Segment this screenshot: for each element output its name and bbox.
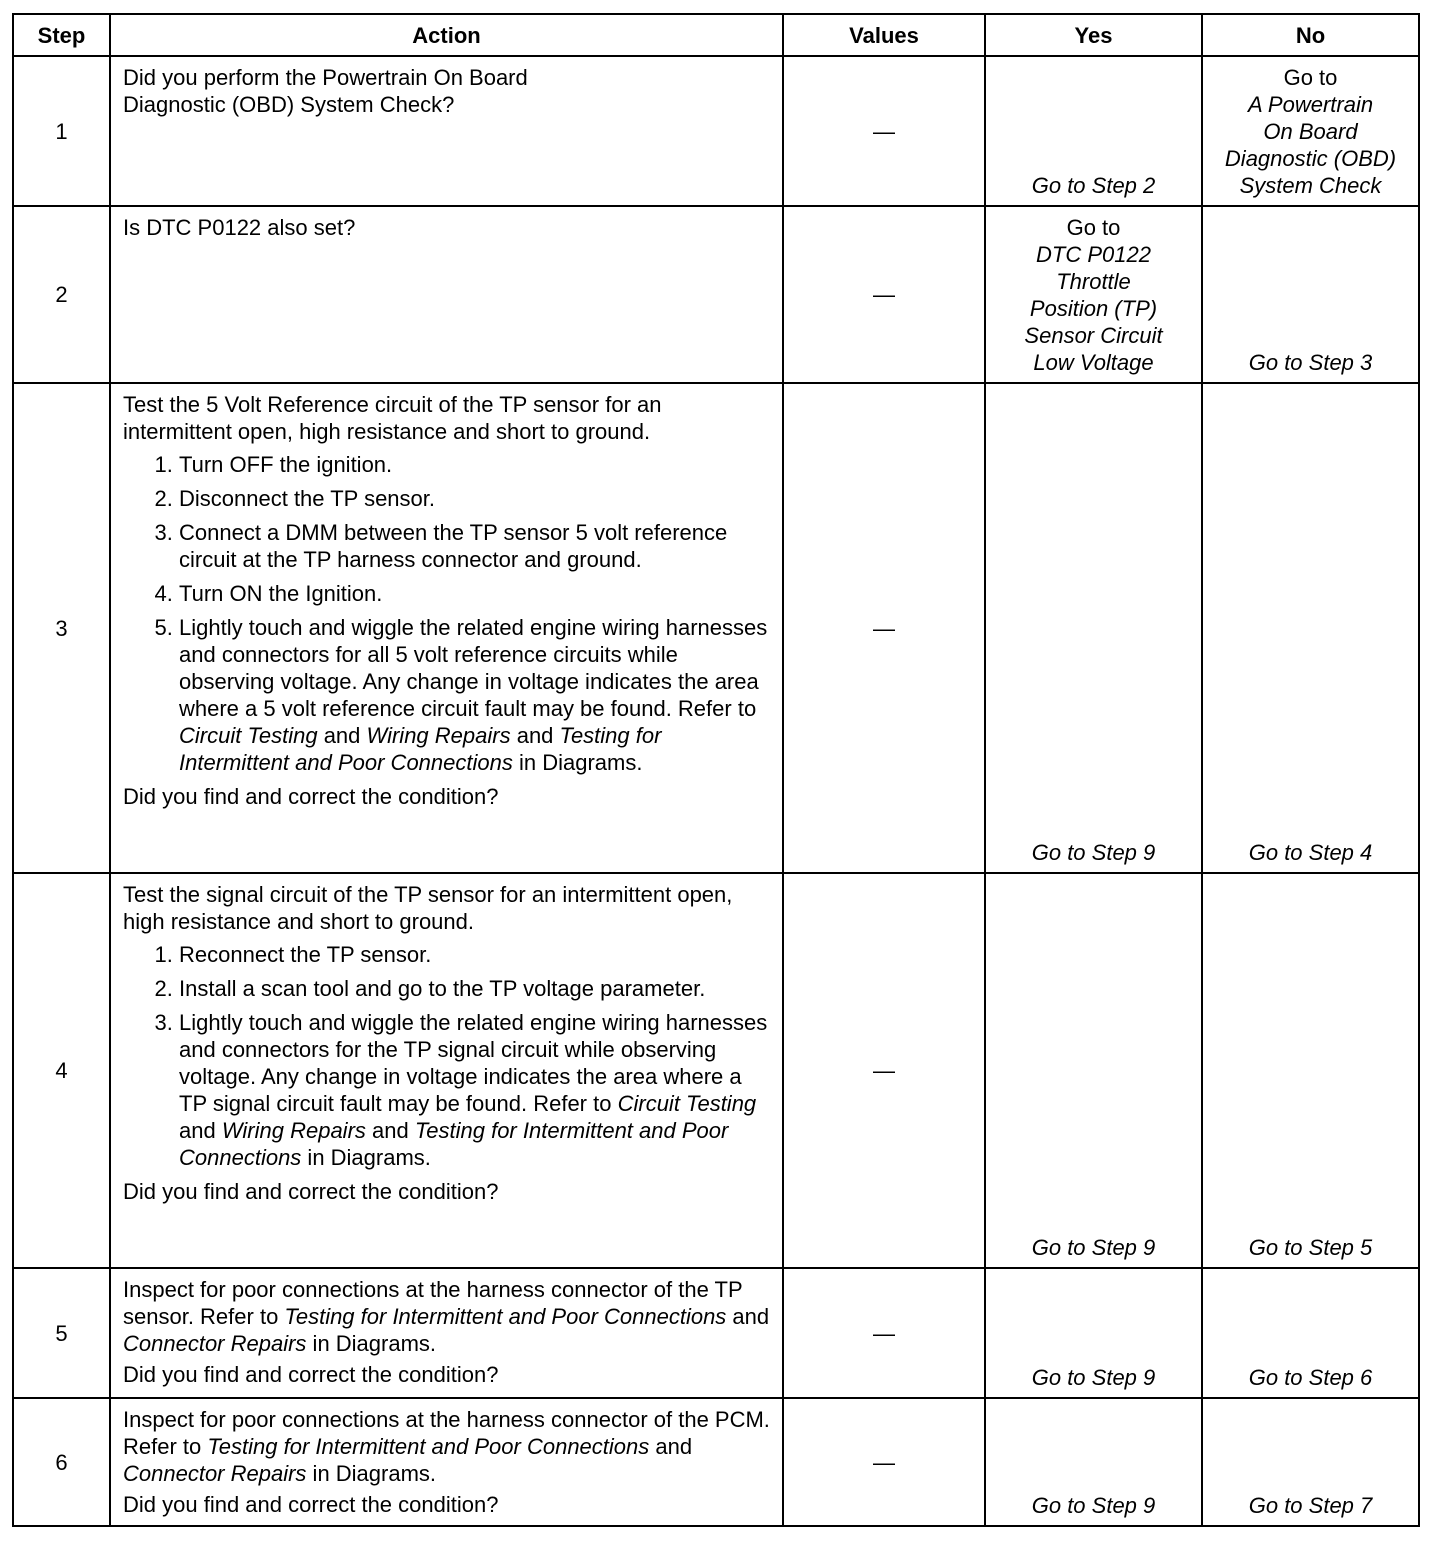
header-row: [13, 14, 1419, 56]
no-link-line[interactable]: On Board: [1263, 119, 1358, 144]
procedure-list: [123, 451, 772, 776]
question-text: Did you find and correct the condition?: [123, 1179, 499, 1204]
reference-link[interactable]: Wiring Repairs: [366, 723, 511, 748]
header-no: No: [1202, 14, 1419, 56]
list-item: 3. Connect a DMM between the TP sensor 5 volt reference circuit at the TP harness connector and ground.: [179, 519, 772, 573]
yes-cell: [985, 1398, 1202, 1526]
header-action: Action: [110, 14, 783, 56]
reference-link[interactable]: Wiring Repairs: [221, 1118, 366, 1143]
yes-link-line[interactable]: Sensor Circuit: [1024, 323, 1163, 348]
list-item: 1. Turn OFF the ignition.: [179, 451, 772, 478]
list-item: 4. Turn ON the Ignition.: [179, 580, 772, 607]
no-cell: [1202, 56, 1419, 206]
no-link[interactable]: Go to Step 6: [1248, 1365, 1373, 1390]
yes-link[interactable]: Go to Step 9: [1031, 840, 1156, 865]
no-link-line[interactable]: A Powertrain: [1247, 92, 1374, 117]
no-cell: [1202, 383, 1419, 873]
table-row: [13, 1268, 1419, 1398]
reference-link[interactable]: Circuit Testing: [617, 1091, 757, 1116]
values-cell: —: [783, 1268, 985, 1398]
action-text: Is DTC P0122 also set?: [123, 215, 356, 240]
no-lead: Go to: [1283, 65, 1338, 90]
yes-cell: [985, 56, 1202, 206]
action-cell: [110, 56, 783, 206]
diagnostic-table: [12, 13, 1420, 1527]
header-step: Step: [13, 14, 110, 56]
table-row: [13, 873, 1419, 1268]
step-number: 2: [13, 206, 110, 383]
step-number: 4: [13, 873, 110, 1268]
action-cell: [110, 1268, 783, 1398]
yes-link[interactable]: Go to Step 9: [1031, 1365, 1156, 1390]
yes-cell: [985, 206, 1202, 383]
list-item: 1. Reconnect the TP sensor.: [179, 941, 772, 968]
reference-link[interactable]: Connector Repairs: [123, 1331, 307, 1356]
values-cell: —: [783, 206, 985, 383]
list-item: 3. Lightly touch and wiggle the related engine wiring harnesses and connectors for the TP signal circuit while observing voltage. Any change in voltage indicates the area where a TP signal circuit fault may be found. Refer to Circuit Testing and Wiring Repairs and Testing for Intermittent and Poor Connections in Diagrams.: [179, 1009, 772, 1171]
values-cell: —: [783, 383, 985, 873]
action-cell: [110, 206, 783, 383]
action-text: Test the signal circuit of the TP sensor for an intermittent open, high resistance and short to ground.: [123, 882, 733, 934]
step-number: 3: [13, 383, 110, 873]
no-link[interactable]: Go to Step 3: [1248, 350, 1373, 375]
table-row: [13, 1398, 1419, 1526]
action-text: Did you perform the Powertrain On Board Diagnostic (OBD) System Check?: [123, 65, 528, 117]
step-number: 1: [13, 56, 110, 206]
yes-lead: Go to: [1066, 215, 1121, 240]
yes-link-line[interactable]: Low Voltage: [1033, 350, 1154, 375]
yes-cell: [985, 873, 1202, 1268]
step-number: 5: [13, 1268, 110, 1398]
reference-link[interactable]: Testing for Intermittent and Poor Connections: [179, 723, 662, 775]
yes-link[interactable]: Go to Step 2: [1031, 173, 1156, 198]
list-item: 2. Disconnect the TP sensor.: [179, 485, 772, 512]
question-text: Did you find and correct the condition?: [123, 1492, 499, 1517]
question-text: Did you find and correct the condition?: [123, 784, 499, 809]
header-values: Values: [783, 14, 985, 56]
question-text: Did you find and correct the condition?: [123, 1362, 499, 1387]
reference-link[interactable]: Testing for Intermittent and Poor Connections: [179, 1118, 729, 1170]
table-row: [13, 383, 1419, 873]
action-text: Inspect for poor connections at the harness connector of the TP sensor. Refer to Testing for Intermittent and Poor Connections and Connector Repairs in Diagrams.: [123, 1277, 770, 1356]
reference-link[interactable]: Circuit Testing: [179, 723, 318, 748]
no-cell: [1202, 1268, 1419, 1398]
no-cell: [1202, 1398, 1419, 1526]
list-item: 2. Install a scan tool and go to the TP voltage parameter.: [179, 975, 772, 1002]
procedure-list: [123, 941, 772, 1171]
no-link[interactable]: Go to Step 7: [1248, 1493, 1373, 1518]
yes-link[interactable]: Go to Step 9: [1031, 1235, 1156, 1260]
no-link[interactable]: Go to Step 5: [1248, 1235, 1373, 1260]
reference-link[interactable]: Testing for Intermittent and Poor Connections: [284, 1304, 727, 1329]
step-number: 6: [13, 1398, 110, 1526]
action-text: Test the 5 Volt Reference circuit of the TP sensor for an intermittent open, high resistance and short to ground.: [123, 392, 662, 444]
yes-link-line[interactable]: DTC P0122: [1036, 242, 1151, 267]
values-cell: —: [783, 1398, 985, 1526]
table-row: [13, 206, 1419, 383]
yes-cell: [985, 1268, 1202, 1398]
no-link[interactable]: Go to Step 4: [1248, 840, 1373, 865]
no-link-line[interactable]: System Check: [1239, 173, 1382, 198]
no-cell: [1202, 206, 1419, 383]
action-text: Inspect for poor connections at the harness connector of the PCM. Refer to Testing for Intermittent and Poor Connections and Connector Repairs in Diagrams.: [123, 1407, 770, 1486]
action-cell: [110, 873, 783, 1268]
header-yes: Yes: [985, 14, 1202, 56]
yes-link[interactable]: Go to Step 9: [1031, 1493, 1156, 1518]
no-link-line[interactable]: Diagnostic (OBD): [1224, 146, 1397, 171]
values-cell: —: [783, 873, 985, 1268]
yes-link-line[interactable]: Throttle: [1056, 269, 1131, 294]
reference-link[interactable]: Testing for Intermittent and Poor Connections: [207, 1434, 650, 1459]
action-cell: [110, 1398, 783, 1526]
no-cell: [1202, 873, 1419, 1268]
list-item: 5. Lightly touch and wiggle the related engine wiring harnesses and connectors for all 5 volt reference circuits while observing voltage. Any change in voltage indicates the area where a 5 volt reference circuit fault may be found. Refer to Circuit Testing and Wiring Repairs and Testing for Intermittent and Poor Connections in Diagrams.: [179, 614, 772, 776]
table-row: [13, 56, 1419, 206]
reference-link[interactable]: Connector Repairs: [123, 1461, 307, 1486]
yes-cell: [985, 383, 1202, 873]
values-cell: —: [783, 56, 985, 206]
yes-link-line[interactable]: Position (TP): [1029, 296, 1158, 321]
action-cell: [110, 383, 783, 873]
